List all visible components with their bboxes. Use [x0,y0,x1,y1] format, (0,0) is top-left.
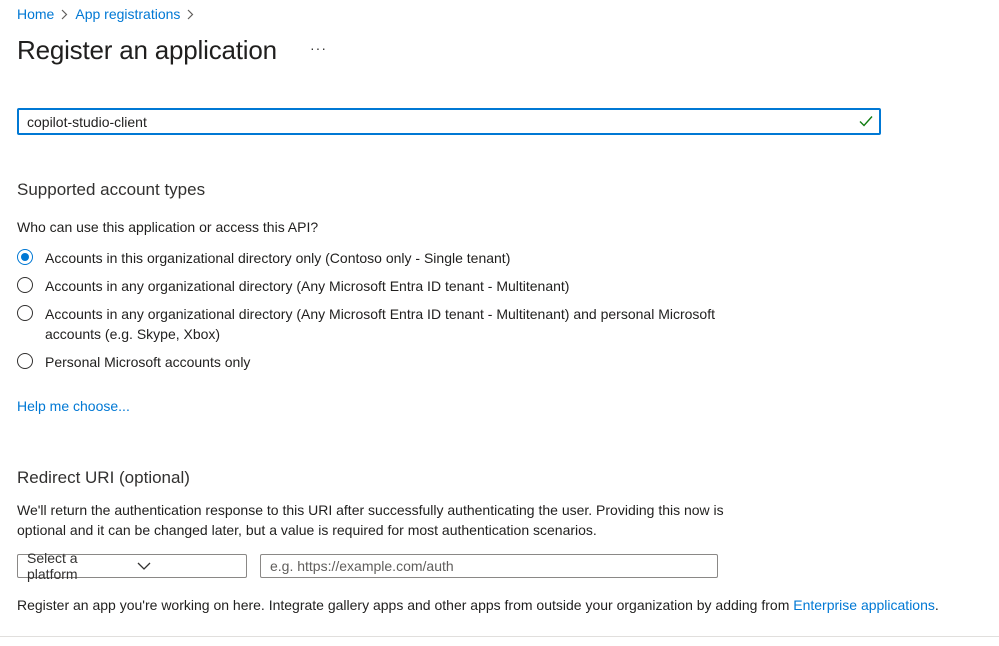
enterprise-applications-link[interactable]: Enterprise applications [793,597,935,613]
account-type-option-personal[interactable] [17,352,765,372]
account-types-heading: Supported account types [17,180,206,199]
redirect-uri-input[interactable] [260,554,718,578]
radio-button[interactable] [17,353,33,369]
chevron-down-icon [128,562,238,570]
help-me-choose-link[interactable]: Help me choose... [17,398,130,414]
platform-select-value: Select a platform [27,550,78,582]
account-type-option-multitenant-personal[interactable] [17,304,765,344]
redirect-uri-heading: Redirect URI (optional) [17,468,190,487]
breadcrumb [17,6,201,22]
chevron-right-icon [187,9,194,20]
page-title: Register an application [17,35,277,65]
account-types-question: Who can use this application or access this API? [17,219,319,235]
account-type-option-label: Accounts in any organizational directory (Any Microsoft Entra ID tenant - Multitenant) [45,278,570,294]
chevron-right-icon [61,9,68,20]
account-type-option-label: Accounts in any organizational directory (Any Microsoft Entra ID tenant - Multitenant) and personal Microsoft accounts (e.g. Skype, Xbox) [45,306,715,342]
radio-button[interactable] [17,305,33,321]
platform-select[interactable] [17,550,247,582]
divider [0,636,999,637]
footer-note-text: Register an app you're working on here. Integrate gallery apps and other apps from outside your organization by adding from [17,597,794,613]
breadcrumb-home-link[interactable]: Home [17,6,55,22]
footer-note [17,597,939,613]
app-name-field[interactable] [17,108,881,135]
radio-button-selected[interactable] [17,249,33,265]
footer-note-suffix: . [934,597,939,613]
app-name-input[interactable] [19,110,847,133]
account-type-option-label: Personal Microsoft accounts only [45,354,251,370]
account-type-option-single-tenant[interactable] [17,248,765,268]
radio-button[interactable] [17,277,33,293]
breadcrumb-app-registrations-link[interactable]: App registrations [75,6,181,22]
more-options-button[interactable]: ··· [310,40,327,56]
account-type-option-multitenant[interactable] [17,276,765,296]
account-type-option-label: Accounts in this organizational directory only (Contoso only - Single tenant) [45,250,511,266]
redirect-uri-description: We'll return the authentication response to this URI after successfully authenticating the user. Providing this now is optional and it can be changed later, but a value is required for most authentication scenarios. [17,502,724,538]
checkmark-icon [859,114,873,132]
